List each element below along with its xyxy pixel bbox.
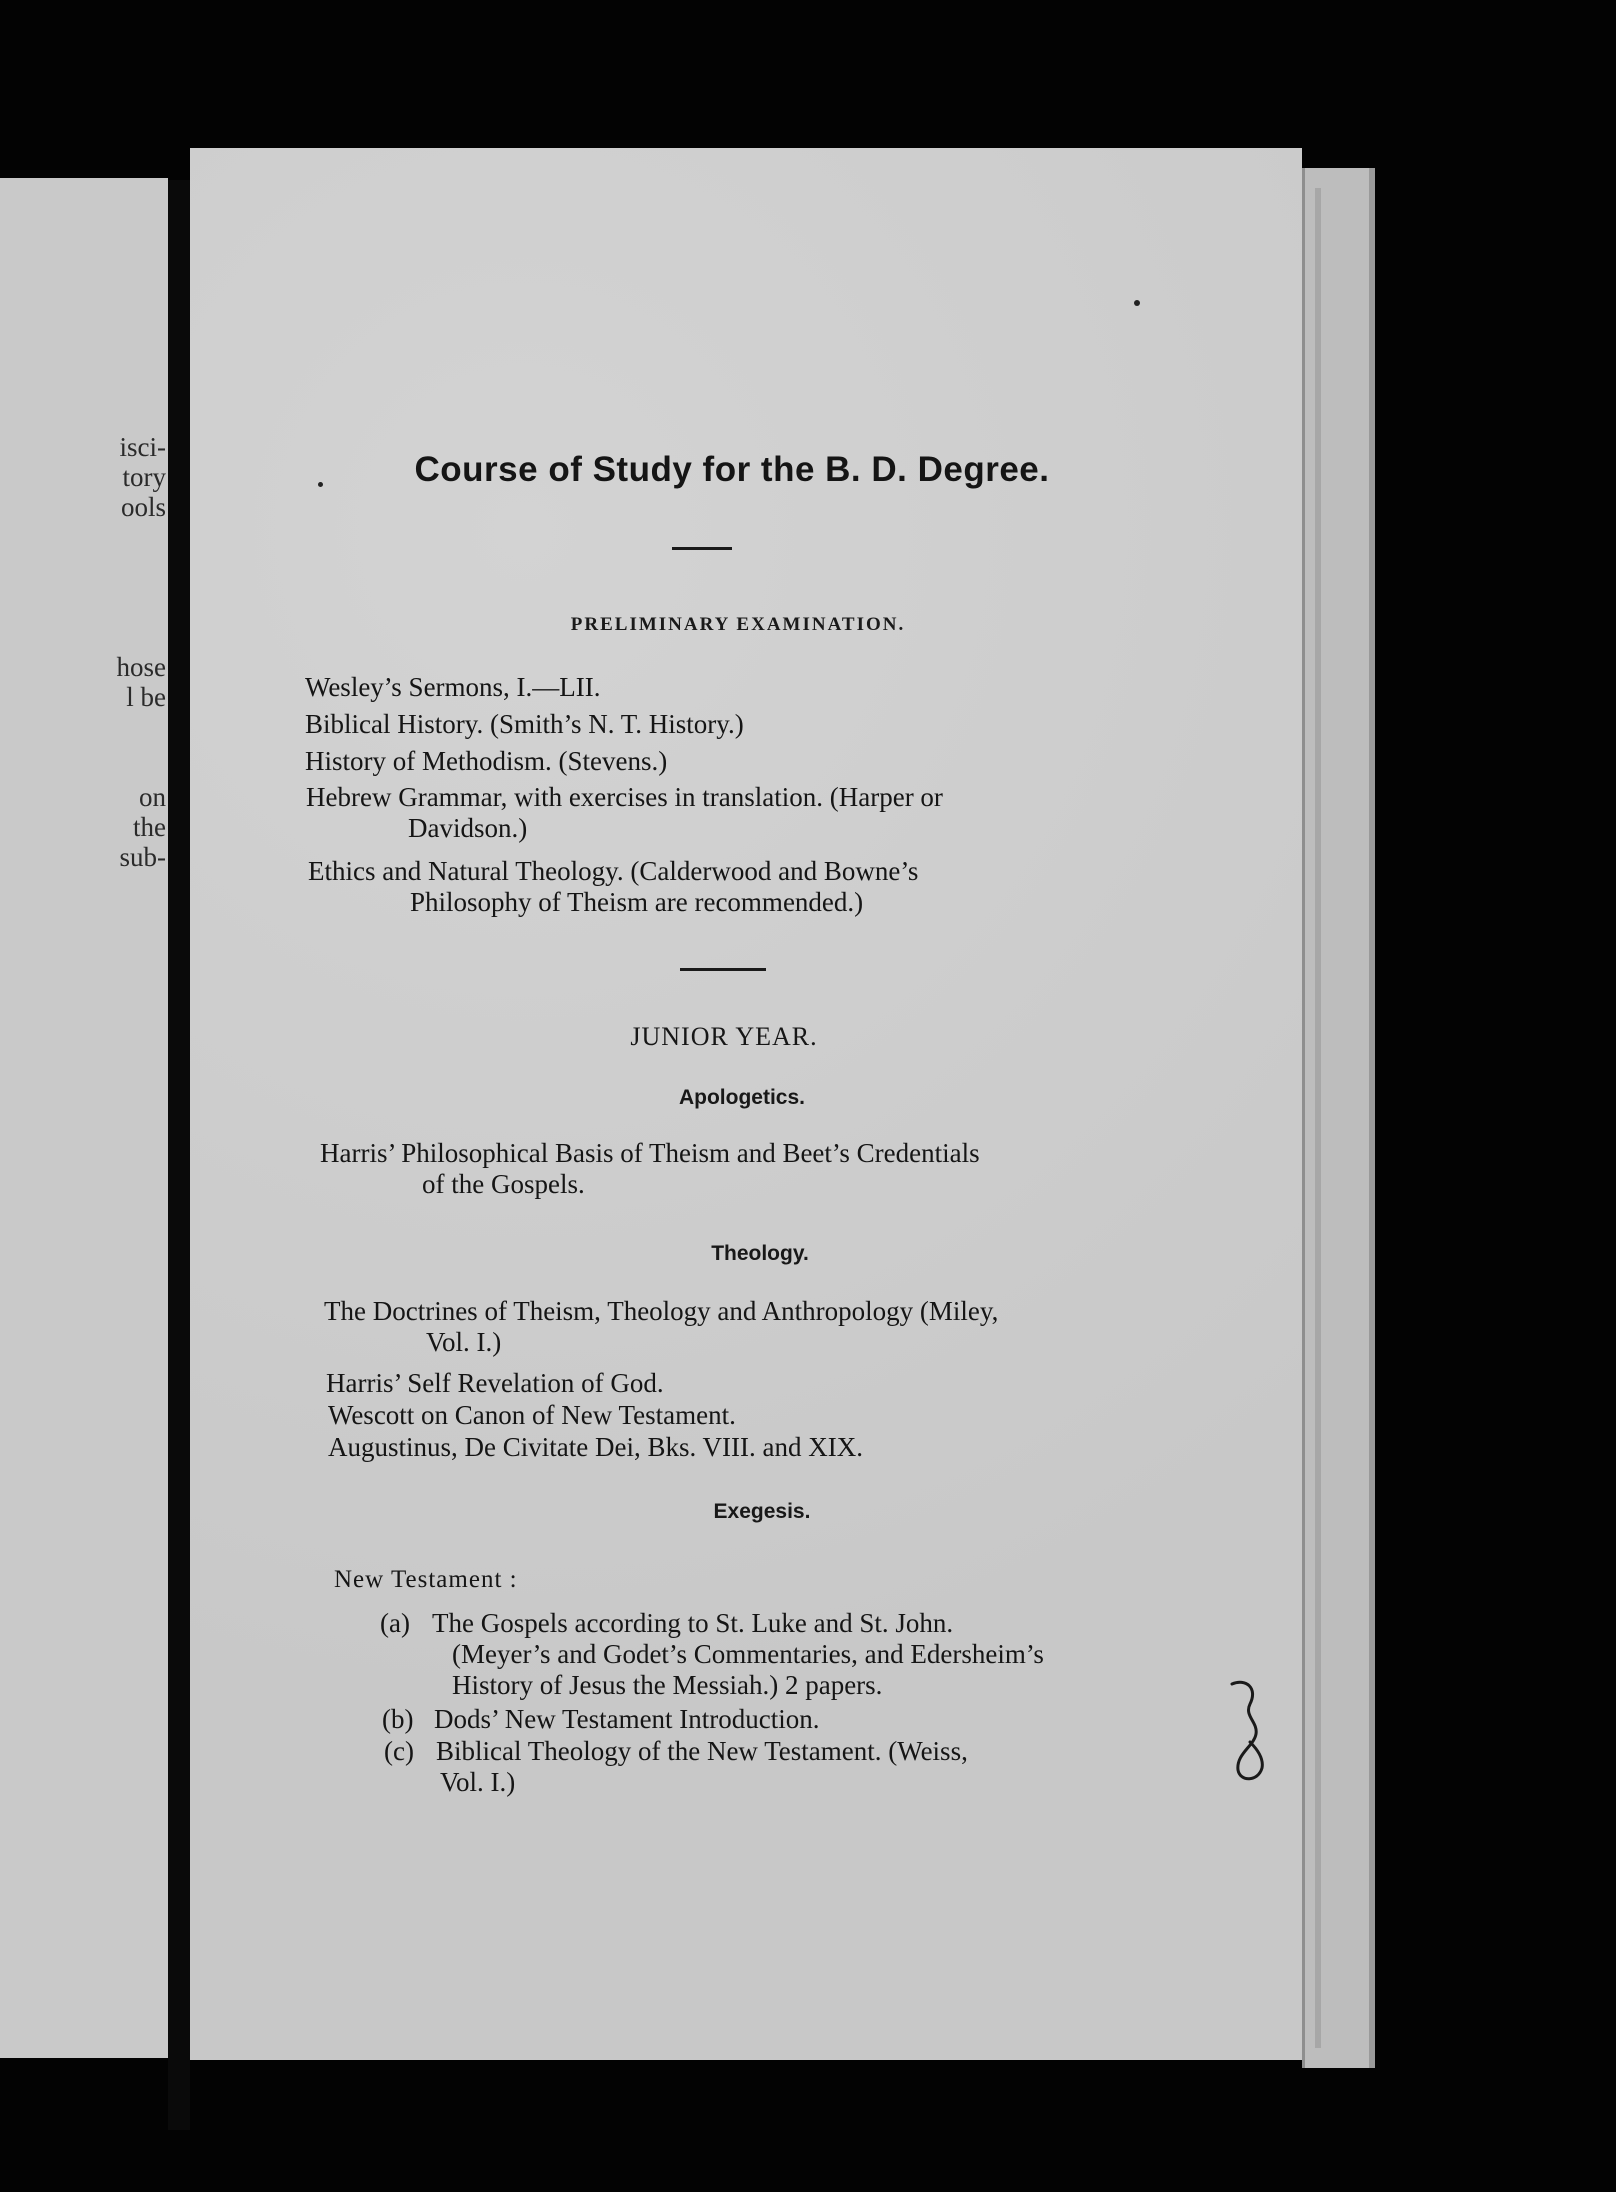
left-page-fragment: ools bbox=[120, 492, 166, 522]
left-page-fragment: isci- bbox=[119, 432, 166, 462]
theology-entry: Augustinus, De Civitate Dei, Bks. VIII. and XIX. bbox=[328, 1432, 863, 1462]
preliminary-entry: Hebrew Grammar, with exercises in translation. (Harper or Davidson.) bbox=[306, 782, 943, 843]
exegesis-item: (b) Dods’ New Testament Introduction. bbox=[382, 1704, 820, 1734]
new-testament-label: New Testament : bbox=[334, 1566, 518, 1593]
theology-entry: Harris’ Self Revelation of God. bbox=[326, 1368, 664, 1398]
preliminary-entry: Ethics and Natural Theology. (Calderwood and Bowne’s Philosophy of Theism are recommended.) bbox=[308, 856, 919, 917]
theology-entry: The Doctrines of Theism, Theology and Anthropology (Miley, Vol. I.) bbox=[324, 1296, 999, 1357]
page-edge bbox=[1302, 168, 1375, 2068]
theology-heading: Theology. bbox=[711, 1242, 809, 1265]
left-page-fragment: on bbox=[139, 782, 166, 812]
preliminary-entry: History of Methodism. (Stevens.) bbox=[305, 746, 668, 776]
left-page-fragment: tory bbox=[122, 462, 166, 492]
right-page bbox=[190, 148, 1302, 2060]
left-facing-page bbox=[0, 178, 168, 2058]
page-title: Course of Study for the B. D. Degree. bbox=[414, 450, 1050, 489]
junior-year-heading: JUNIOR YEAR. bbox=[630, 1022, 818, 1051]
preliminary-entry: Biblical History. (Smith’s N. T. History.) bbox=[305, 709, 744, 739]
left-page-fragment: the bbox=[133, 812, 166, 842]
preliminary-entry: Wesley’s Sermons, I.—LII. bbox=[305, 672, 601, 702]
left-page-fragment: l be bbox=[126, 682, 166, 712]
divider bbox=[672, 547, 732, 550]
exegesis-item: (c) Biblical Theology of the New Testament. (Weiss, Vol. I.) bbox=[384, 1736, 968, 1797]
exegesis-heading: Exegesis. bbox=[713, 1500, 811, 1523]
handwritten-bracket-mark bbox=[1228, 1678, 1288, 1788]
left-page-fragment: sub- bbox=[119, 842, 166, 872]
theology-entry: Wescott on Canon of New Testament. bbox=[328, 1400, 736, 1430]
preliminary-heading: PRELIMINARY EXAMINATION. bbox=[570, 614, 906, 635]
exegesis-item: (a) The Gospels according to St. Luke and St. John. (Meyer’s and Godet’s Commentaries, and Edersheim’s History of Jesus the Messiah.) 2 papers. bbox=[380, 1608, 1044, 1700]
divider bbox=[680, 968, 766, 971]
left-page-fragment: hose bbox=[116, 652, 166, 682]
apologetics-heading: Apologetics. bbox=[678, 1086, 805, 1109]
apologetics-entry: Harris’ Philosophical Basis of Theism and Beet’s Credentials of the Gospels. bbox=[320, 1138, 980, 1199]
